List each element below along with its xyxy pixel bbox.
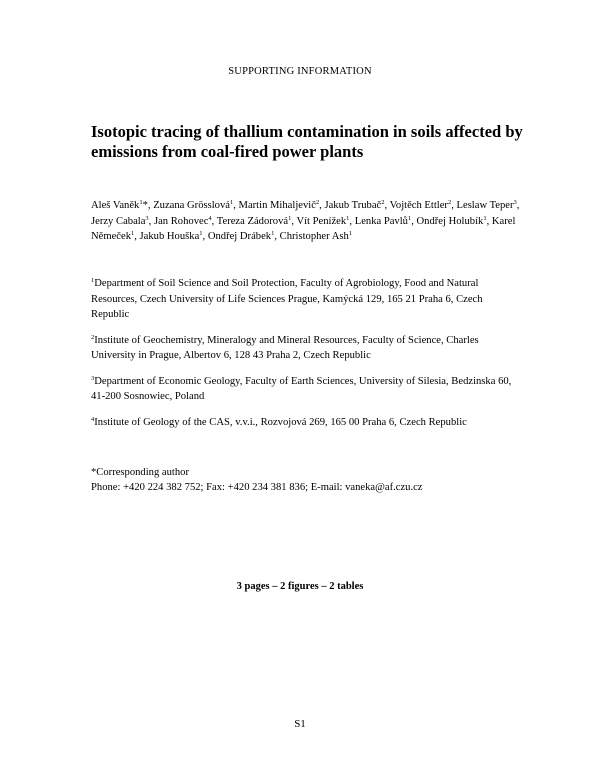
paper-title: Isotopic tracing of thallium contamination in soils affected by emissions from coal-fired power plants bbox=[91, 122, 523, 161]
supporting-information-header: SUPPORTING INFORMATION bbox=[228, 66, 372, 77]
affiliation: $^2$Institute of Geochemistry, Mineralogy and Mineral Resources, Faculty of Science, Charles University in Prague, Albertov 6, 128 43 Praha 2, Czech Republic bbox=[91, 333, 479, 361]
author: Tereza Zádorová$^1$, bbox=[216, 214, 297, 227]
affiliation: $^4$Institute of Geology of the CAS, v.v.i., Rozvojová 269, 165 00 Praha 6, Czech Republic bbox=[91, 415, 467, 428]
author: Ondřej Holubík$^1$, bbox=[416, 214, 492, 227]
affiliation: $^3$Department of Economic Geology, Faculty of Earth Sciences, University of Silesia, Bedzinska 60, 41-200 Sosnowiec, Poland bbox=[91, 374, 512, 402]
document-summary: 3 pages – 2 figures – 2 tables bbox=[236, 581, 364, 592]
author: Jakub Trubač$^2$, bbox=[324, 199, 390, 211]
author: Ondřej Drábek$^1$, bbox=[207, 230, 280, 242]
author: Karel Němeček$^1$, bbox=[91, 215, 516, 242]
author: Jakub Houška$^1$, bbox=[139, 230, 208, 242]
author: Lenka Pavlů$^1$, bbox=[354, 214, 417, 227]
affiliation-list bbox=[91, 276, 521, 440]
corresponding-author-label: *Corresponding author bbox=[91, 467, 189, 478]
author-list bbox=[91, 198, 521, 245]
author: Jan Rohovec$^4$, bbox=[153, 214, 217, 227]
author: Aleš Vaněk$^1$*, bbox=[91, 199, 154, 211]
author: Vít Penížek$^1$, bbox=[296, 214, 355, 227]
author: Christopher Ash$^1$ bbox=[279, 230, 353, 242]
page-number: S1 bbox=[294, 718, 306, 730]
contact-details: Phone: +420 224 382 752; Fax: +420 234 381 836; E-mail: vaneka@af.czu.cz bbox=[91, 482, 423, 493]
author: Vojtěch Ettler$^2$, bbox=[389, 199, 457, 211]
author: Leslaw Teper$^3$, bbox=[456, 199, 520, 211]
affiliation: $^1$Department of Soil Science and Soil Protection, Faculty of Agrobiology, Food and Natural Resources, Czech University of Life Sciences Prague, Kamýcká 129, 165 21 Praha 6, Czech Republic bbox=[91, 277, 483, 320]
author: Martin Mihaljevič$^2$, bbox=[238, 199, 325, 211]
author: Jerzy Cabala$^3$, bbox=[91, 214, 154, 227]
corresponding-author-block bbox=[91, 465, 521, 495]
author: Zuzana Grösslová$^1$, bbox=[153, 199, 239, 211]
